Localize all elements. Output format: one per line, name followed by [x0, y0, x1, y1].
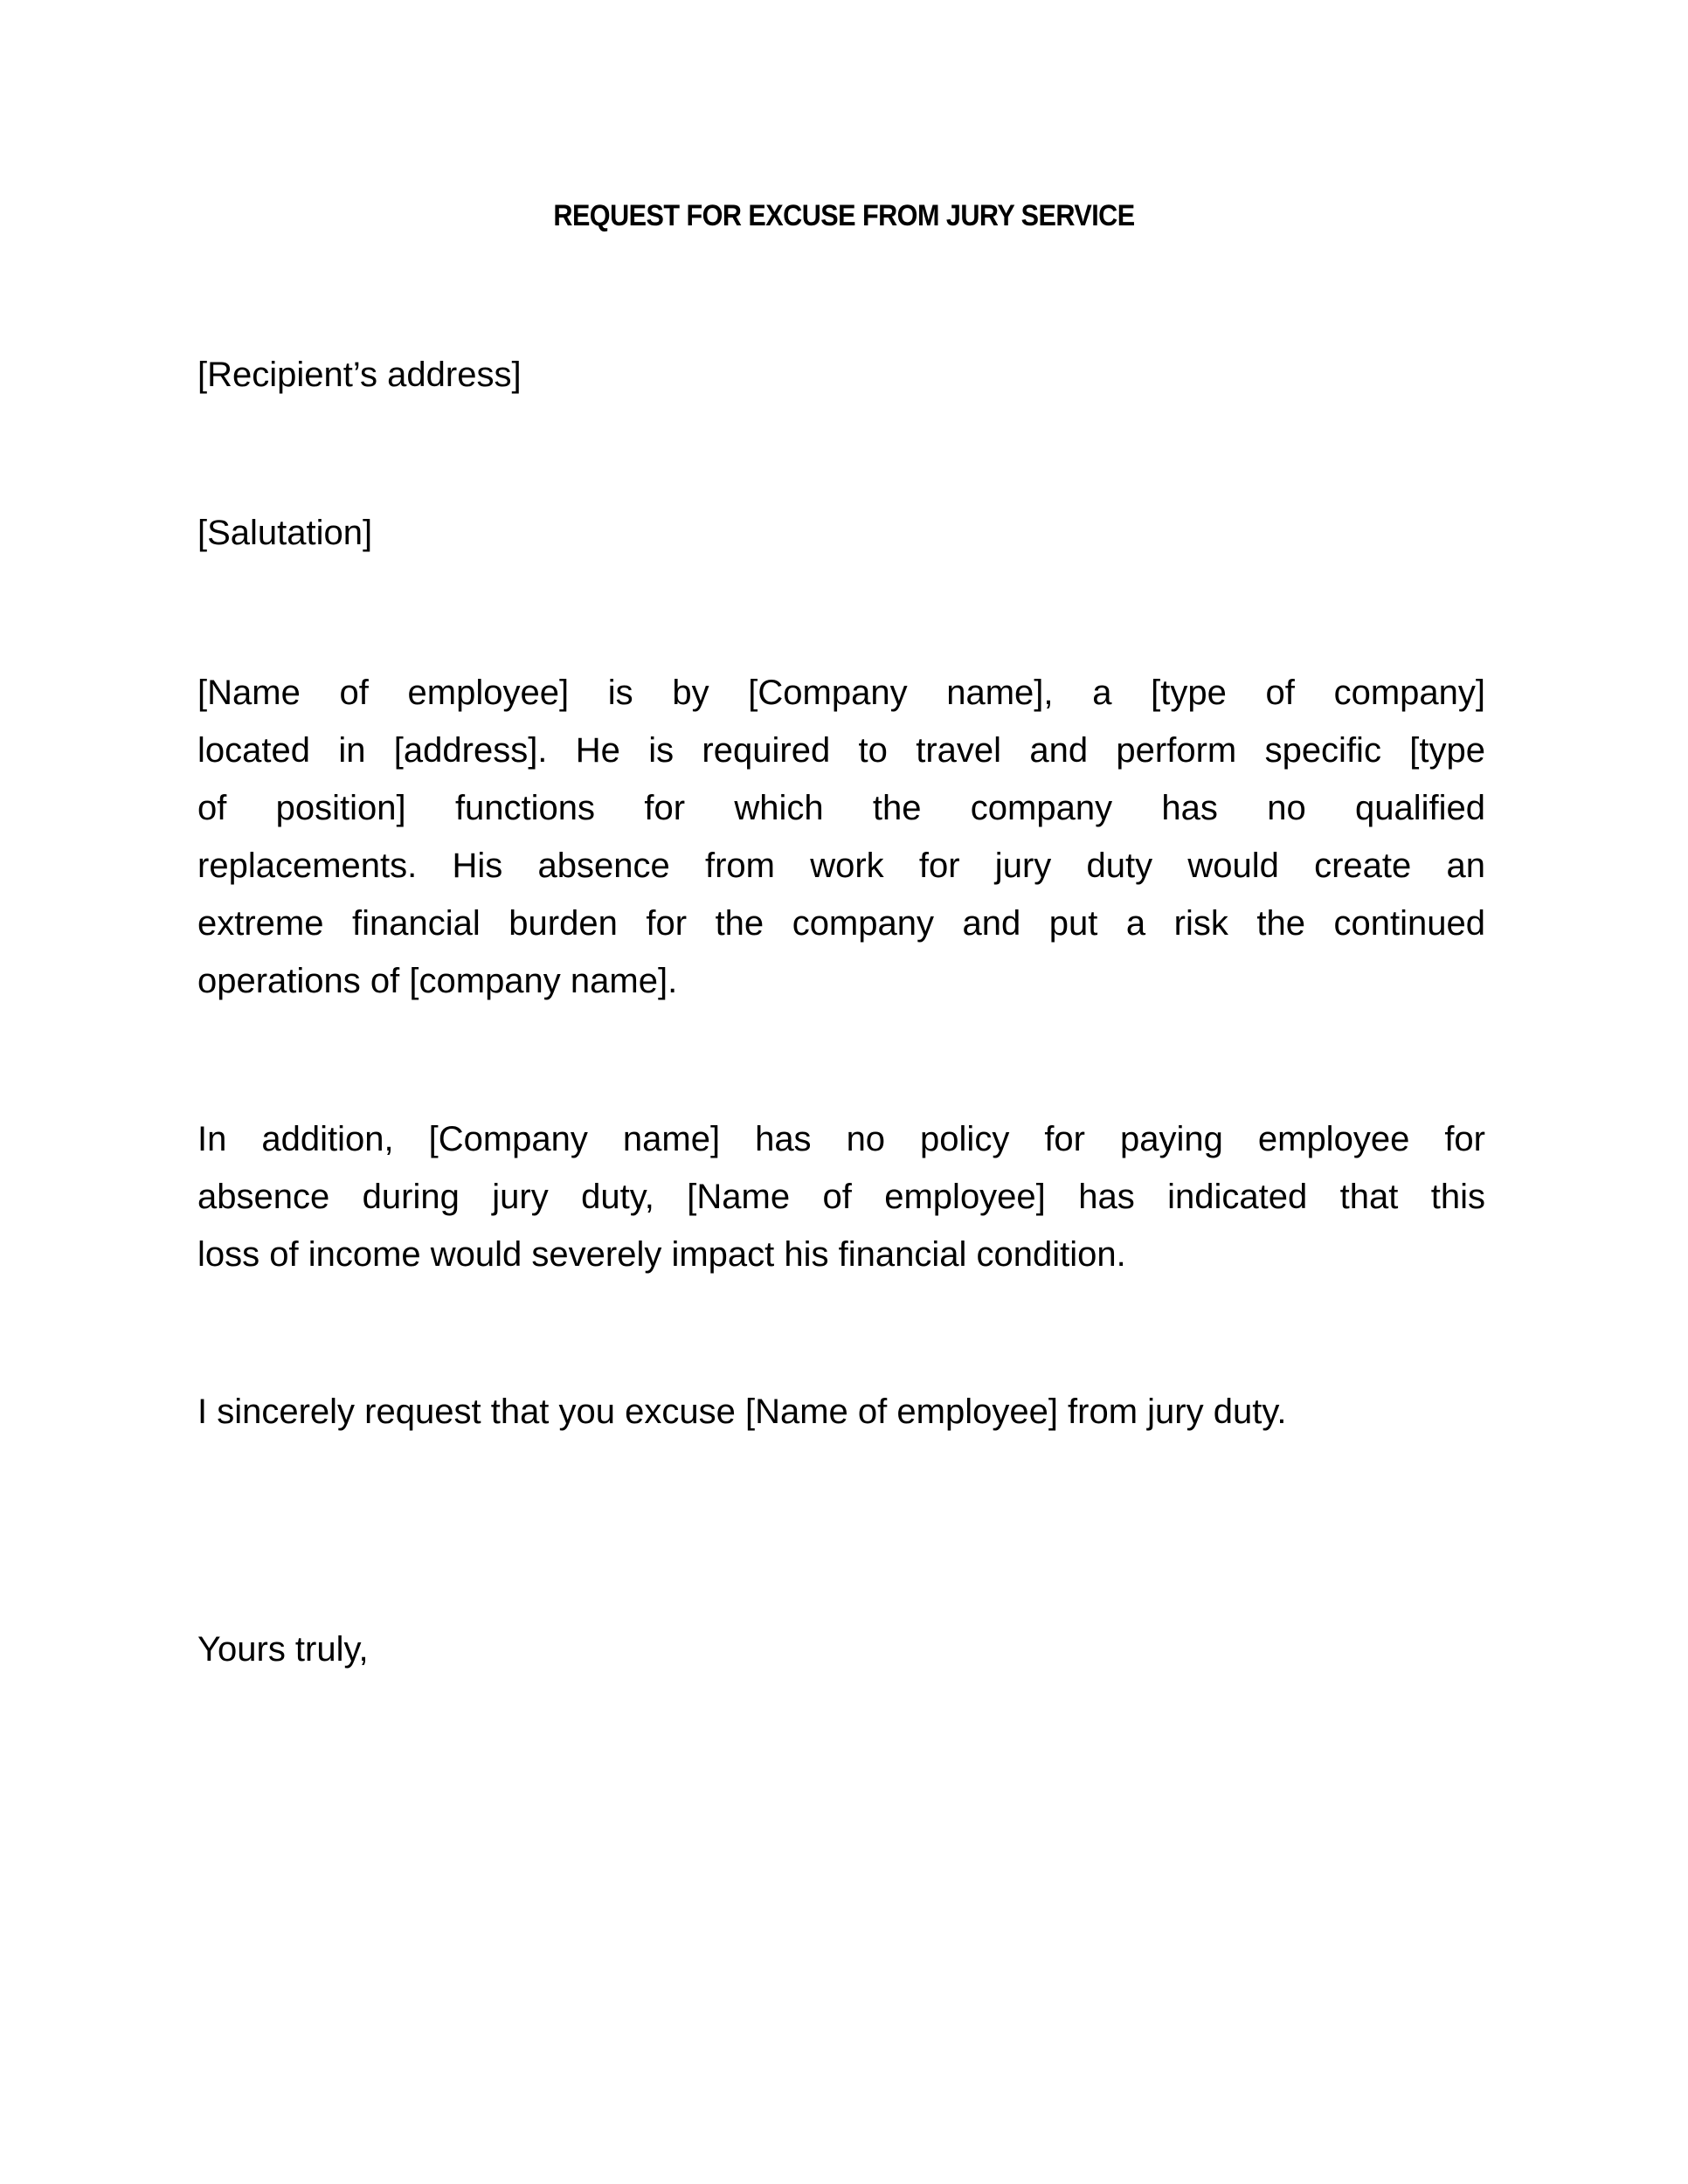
paragraph-line: loss of income would severely impact his financial condition. — [197, 1235, 1126, 1274]
recipient-address: [Recipient’s address] — [197, 356, 522, 394]
paragraph-line: replacements. His absence from work for jury duty would create an — [197, 847, 1485, 885]
paragraph-line: In addition, [Company name] has no policy for paying employee for — [197, 1120, 1485, 1158]
paragraph-line: located in [address]. He is required to travel and perform specific [type — [197, 731, 1485, 770]
paragraph-line: [Name of employee] is by [Company name], a [type of company] — [197, 674, 1485, 712]
paragraph-line: extreme financial burden for the company and put a risk the continued — [197, 904, 1485, 943]
paragraph-line: I sincerely request that you excuse [Name of employee] from jury duty. — [197, 1393, 1287, 1431]
closing: Yours truly, — [197, 1630, 369, 1669]
paragraph-line: of position] functions for which the company has no qualified — [197, 789, 1485, 827]
salutation: [Salutation] — [197, 514, 373, 552]
paragraph-line: absence during jury duty, [Name of employee] has indicated that this — [197, 1178, 1485, 1216]
letter-title: REQUEST FOR EXCUSE FROM JURY SERVICE — [553, 199, 1135, 232]
paragraph-line: operations of [company name]. — [197, 962, 678, 1000]
